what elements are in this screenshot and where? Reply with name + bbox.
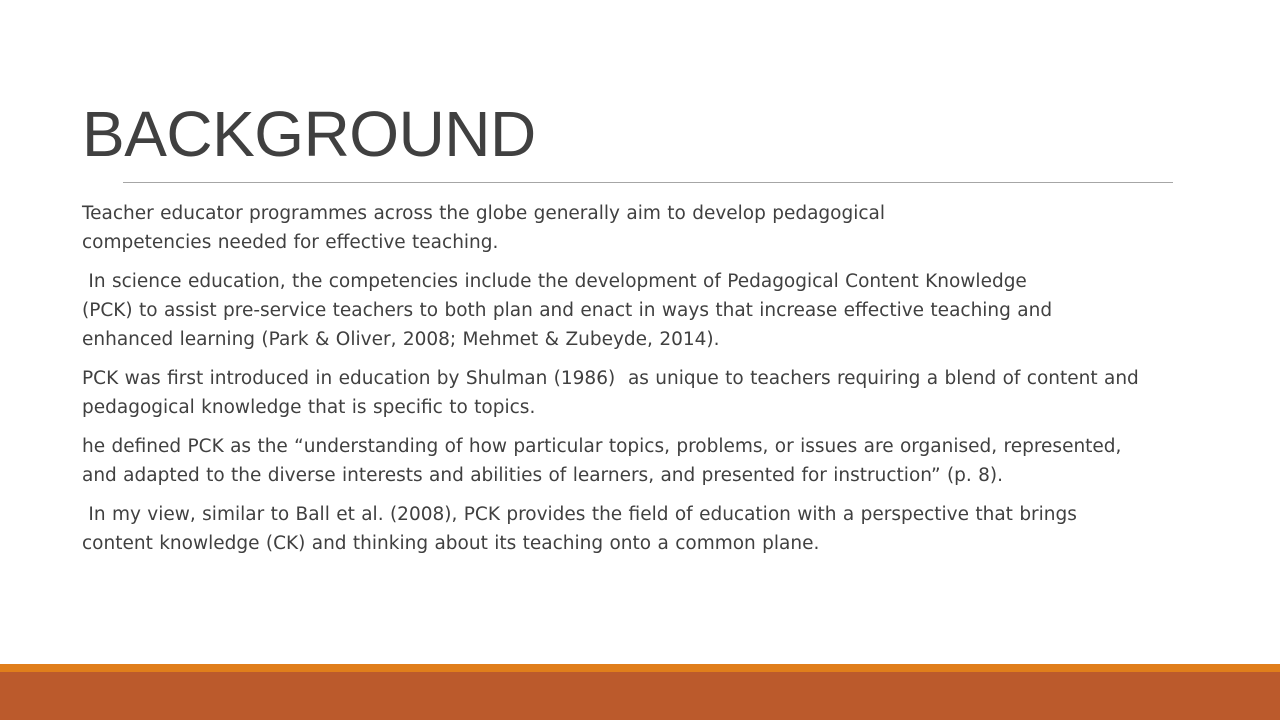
footer-accent-stripe [0, 664, 1280, 672]
slide-body [82, 199, 1162, 568]
slide-title: BACKGROUND [82, 98, 536, 170]
body-paragraph-3: PCK was first introduced in education by Shulman (1986) as unique to teachers requiring a blend of content and pedagogical knowledge that is specific to topics. [82, 368, 1146, 418]
title-divider [123, 182, 1173, 183]
body-paragraph-2: In science education, the competencies include the development of Pedagogical Content Knowledge (PCK) to assist pre-service teachers to both plan and enact in ways that increase effective teaching and enhanced learning (Park & Oliver, 2008; Mehmet & Zubeyde, 2014). [82, 271, 1059, 350]
footer-bar [0, 672, 1280, 720]
body-paragraph-4: he defined PCK as the “understanding of how particular topics, problems, or issues are organised, represented, and adapted to the diverse interests and abilities of learners, and presented for instruction” (p. 8). [82, 436, 1122, 486]
body-paragraph-1: Teacher educator programmes across the globe generally aim to develop pedagogical competencies needed for effective teaching. [82, 203, 886, 253]
body-paragraph-5: In my view, similar to Ball et al. (2008), PCK provides the field of education with a perspective that brings content knowledge (CK) and thinking about its teaching onto a common plane. [82, 504, 1084, 554]
